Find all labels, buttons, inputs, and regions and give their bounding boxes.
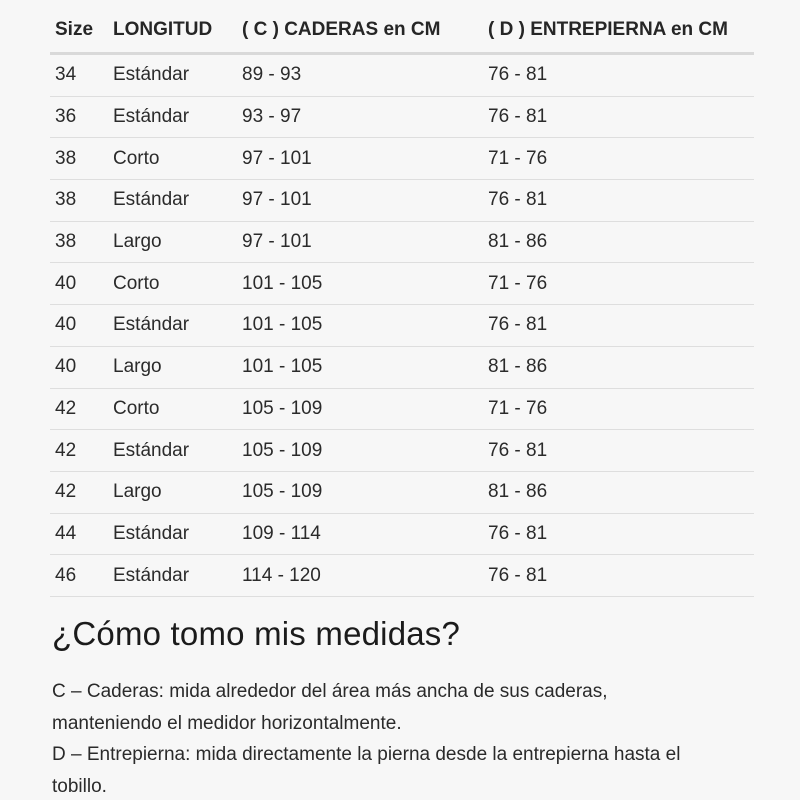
measure-instructions (52, 676, 762, 800)
cell-size: 38 (50, 180, 108, 222)
size-chart-header (50, 8, 754, 54)
cell-longitud: Corto (108, 263, 237, 305)
cell-longitud: Estándar (108, 513, 237, 555)
cell-size: 44 (50, 513, 108, 555)
table-row (50, 54, 754, 97)
table-row (50, 513, 754, 555)
cell-caderas: 97 - 101 (237, 221, 483, 263)
cell-caderas: 101 - 105 (237, 346, 483, 388)
cell-entrepierna: 76 - 81 (483, 96, 754, 138)
instruction-line: tobillo. (52, 775, 107, 797)
cell-size: 40 (50, 346, 108, 388)
table-row (50, 221, 754, 263)
cell-longitud: Largo (108, 471, 237, 513)
table-row (50, 180, 754, 222)
cell-longitud: Estándar (108, 305, 237, 347)
table-row (50, 138, 754, 180)
cell-entrepierna: 81 - 86 (483, 471, 754, 513)
cell-longitud: Estándar (108, 430, 237, 472)
cell-longitud: Estándar (108, 54, 237, 97)
size-chart-table (50, 8, 754, 597)
cell-longitud: Estándar (108, 96, 237, 138)
instruction-line: D – Entrepierna: mida directamente la pierna desde la entrepierna hasta el (52, 744, 681, 765)
header-entrepierna: ( D ) ENTREPIERNA en CM (483, 8, 754, 54)
cell-size: 36 (50, 96, 108, 138)
cell-longitud: Corto (108, 138, 237, 180)
table-row (50, 96, 754, 138)
cell-size: 40 (50, 263, 108, 305)
cell-size: 38 (50, 221, 108, 263)
cell-entrepierna: 76 - 81 (483, 54, 754, 97)
cell-entrepierna: 71 - 76 (483, 263, 754, 305)
cell-entrepierna: 76 - 81 (483, 430, 754, 472)
cell-size: 42 (50, 388, 108, 430)
cell-longitud: Largo (108, 346, 237, 388)
cell-size: 40 (50, 305, 108, 347)
header-caderas: ( C ) CADERAS en CM (237, 8, 483, 54)
cell-caderas: 97 - 101 (237, 138, 483, 180)
cell-entrepierna: 76 - 81 (483, 513, 754, 555)
instruction-line: manteniendo el medidor horizontalmente. (52, 712, 402, 734)
cell-entrepierna: 81 - 86 (483, 346, 754, 388)
table-row (50, 305, 754, 347)
instruction-line: C – Caderas: mida alrededor del área más ancha de sus caderas, (52, 681, 608, 702)
cell-entrepierna: 71 - 76 (483, 138, 754, 180)
cell-longitud: Largo (108, 221, 237, 263)
table-row (50, 346, 754, 388)
cell-caderas: 101 - 105 (237, 263, 483, 305)
cell-caderas: 105 - 109 (237, 430, 483, 472)
cell-caderas: 109 - 114 (237, 513, 483, 555)
cell-caderas: 93 - 97 (237, 96, 483, 138)
cell-caderas: 114 - 120 (237, 555, 483, 597)
cell-caderas: 89 - 93 (237, 54, 483, 97)
cell-longitud: Estándar (108, 555, 237, 597)
table-row (50, 263, 754, 305)
table-row (50, 430, 754, 472)
cell-entrepierna: 76 - 81 (483, 305, 754, 347)
cell-entrepierna: 76 - 81 (483, 180, 754, 222)
cell-longitud: Estándar (108, 180, 237, 222)
table-row (50, 555, 754, 597)
cell-caderas: 105 - 109 (237, 388, 483, 430)
cell-caderas: 105 - 109 (237, 471, 483, 513)
table-row (50, 471, 754, 513)
cell-size: 34 (50, 54, 108, 97)
size-chart-body (50, 54, 754, 597)
measure-section-title: ¿Cómo tomo mis medidas? (52, 615, 461, 652)
header-row (50, 8, 754, 54)
cell-entrepierna: 81 - 86 (483, 221, 754, 263)
cell-caderas: 101 - 105 (237, 305, 483, 347)
table-row (50, 388, 754, 430)
cell-entrepierna: 76 - 81 (483, 555, 754, 597)
cell-size: 42 (50, 471, 108, 513)
cell-caderas: 97 - 101 (237, 180, 483, 222)
header-size: Size (50, 8, 108, 54)
cell-longitud: Corto (108, 388, 237, 430)
cell-entrepierna: 71 - 76 (483, 388, 754, 430)
cell-size: 38 (50, 138, 108, 180)
header-longitud: LONGITUD (108, 8, 237, 54)
cell-size: 46 (50, 555, 108, 597)
cell-size: 42 (50, 430, 108, 472)
